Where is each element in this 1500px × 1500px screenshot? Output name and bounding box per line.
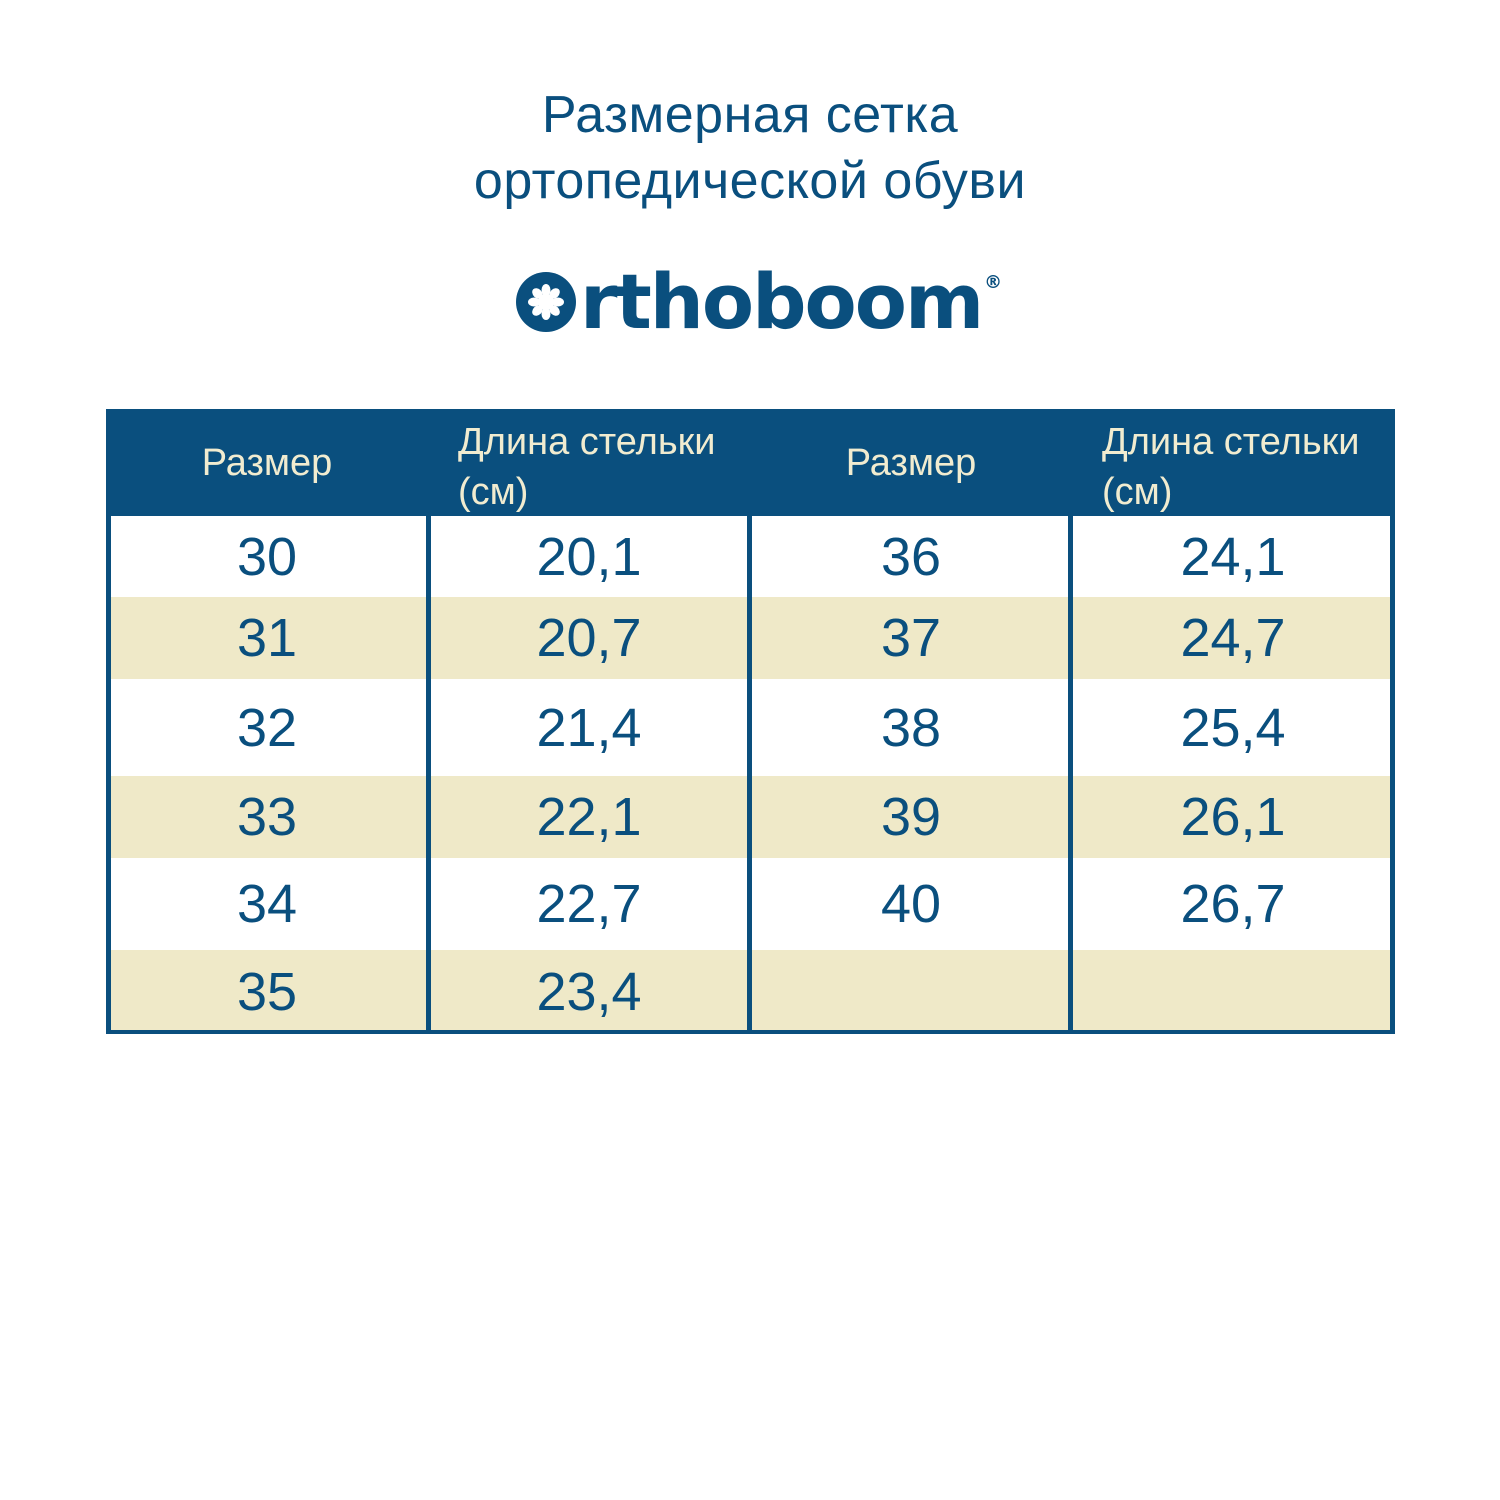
insole-length-cell: 21,4: [536, 697, 642, 758]
column-divider: [426, 409, 431, 1034]
size-cell: 34: [236, 874, 298, 934]
insole-length-cell: 26,1: [1180, 787, 1286, 847]
insole-length-cell: 26,7: [1180, 874, 1286, 934]
title-line-2: ортопедической обуви: [473, 152, 1027, 210]
title-line-1: Размерная сетка: [541, 86, 959, 144]
column-divider: [747, 409, 752, 1034]
table-border-right: [1390, 409, 1395, 1034]
size-cell: 36: [880, 526, 942, 587]
orthoboom-logo: [514, 257, 1003, 346]
page-title: [0, 82, 1500, 214]
logo-wordmark: rthoboom: [580, 257, 983, 346]
insole-length-cell: 20,1: [536, 526, 642, 587]
header-length-1: Длина стельки (см): [458, 421, 716, 513]
size-cell: 30: [236, 526, 298, 587]
logo-o-icon: [514, 270, 578, 334]
insole-length-cell: 25,4: [1180, 697, 1286, 758]
size-cell: 40: [880, 874, 942, 934]
size-table: [106, 409, 1395, 1034]
size-cell: 38: [880, 697, 942, 758]
insole-length-cell: 23,4: [536, 962, 642, 1022]
table-border-bottom: [106, 1030, 1395, 1034]
size-cell: 32: [236, 697, 298, 758]
header-size-2: Размер: [845, 441, 977, 484]
registered-mark: ®: [984, 272, 1003, 293]
size-cell: 37: [880, 608, 942, 668]
header-length-2: Длина стельки (см): [1102, 421, 1360, 513]
size-cell: 39: [880, 787, 942, 847]
size-cell: 33: [236, 787, 298, 847]
insole-length-cell: 24,7: [1180, 608, 1286, 668]
insole-length-cell: [1072, 950, 1394, 1034]
size-cell: [750, 950, 1072, 1034]
insole-length-cell: 22,1: [536, 787, 642, 847]
insole-length-cell: 20,7: [536, 608, 642, 668]
header-size-1: Размер: [201, 441, 333, 484]
size-cell: 31: [236, 608, 298, 668]
size-cell: 35: [236, 962, 298, 1022]
insole-length-cell: 22,7: [536, 874, 642, 934]
column-divider: [1068, 409, 1073, 1034]
insole-length-cell: 24,1: [1180, 526, 1286, 587]
table-border-left: [106, 409, 111, 1034]
